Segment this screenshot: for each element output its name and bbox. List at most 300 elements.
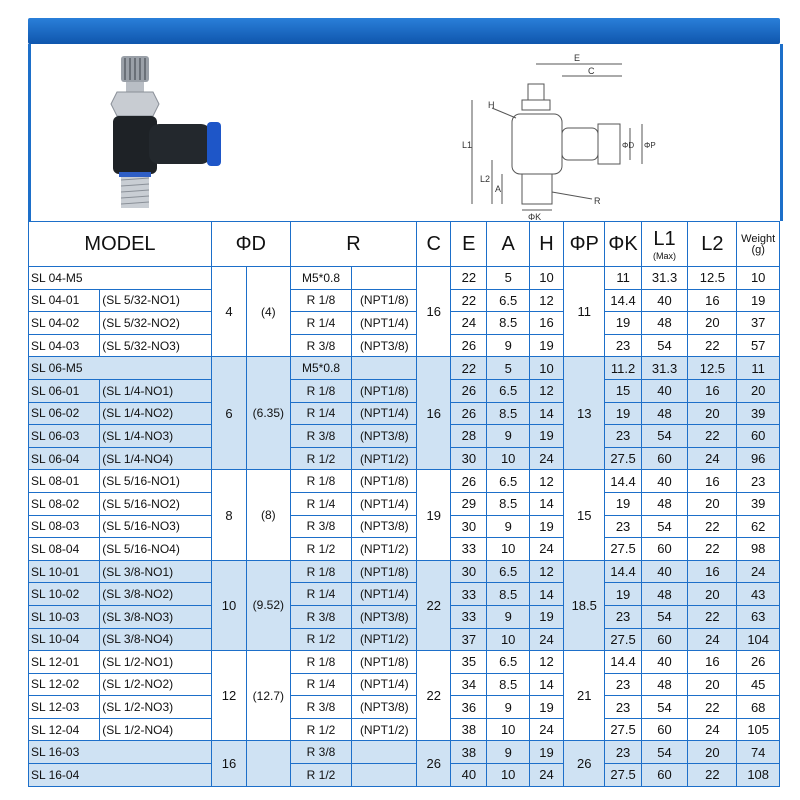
table-row [29, 379, 780, 402]
h-cell: 12 [529, 379, 563, 402]
dim-label-e: E [574, 53, 581, 63]
l2-cell: 20 [688, 673, 737, 696]
table-row [29, 402, 780, 425]
col-header-a: A [487, 222, 530, 267]
model-cell: SL 12-04 [29, 718, 100, 741]
h-cell: 19 [529, 425, 563, 448]
a-cell: 6.5 [487, 560, 530, 583]
col-header-l1-label: L1 [653, 227, 676, 250]
a-cell: 8.5 [487, 673, 530, 696]
k-cell: 23 [605, 334, 641, 357]
k-cell: 23 [605, 696, 641, 719]
e-cell: 26 [451, 470, 487, 493]
h-cell: 24 [529, 628, 563, 651]
a-cell: 6.5 [487, 379, 530, 402]
c-cell: 16 [417, 267, 451, 357]
e-cell: 30 [451, 560, 487, 583]
l2-cell: 16 [688, 289, 737, 312]
l1-cell: 54 [641, 696, 688, 719]
table-row [29, 470, 780, 493]
c-cell: 19 [417, 470, 451, 560]
k-cell: 27.5 [605, 447, 641, 470]
k-cell: 14.4 [605, 651, 641, 674]
d-inch-cell: (8) [247, 470, 291, 560]
l2-cell: 12.5 [688, 267, 737, 290]
npt-cell: (NPT1/8) [352, 560, 417, 583]
col-header-l1 [641, 222, 688, 267]
e-cell: 33 [451, 605, 487, 628]
e-cell: 33 [451, 538, 487, 561]
k-cell: 19 [605, 492, 641, 515]
d-cell: 8 [211, 470, 246, 560]
k-cell: 14.4 [605, 470, 641, 493]
alt-model-cell: (SL 1/4-NO3) [100, 425, 212, 448]
alt-model-cell: (SL 1/2-NO2) [100, 673, 212, 696]
model-cell: SL 10-04 [29, 628, 100, 651]
h-cell: 19 [529, 741, 563, 764]
l1-cell: 48 [641, 583, 688, 606]
l2-cell: 20 [688, 741, 737, 764]
model-cell: SL 16-04 [29, 764, 212, 787]
col-header-weight-label: Weight [741, 233, 776, 245]
l2-cell: 22 [688, 696, 737, 719]
e-cell: 38 [451, 718, 487, 741]
alt-model-cell: (SL 1/4-NO1) [100, 379, 212, 402]
weight-cell: 10 [737, 267, 780, 290]
e-cell: 22 [451, 357, 487, 380]
weight-cell: 26 [737, 651, 780, 674]
e-cell: 33 [451, 583, 487, 606]
npt-cell: (NPT1/8) [352, 289, 417, 312]
r-cell: R 3/8 [290, 425, 352, 448]
table-row [29, 764, 780, 787]
alt-model-cell: (SL 1/2-NO3) [100, 696, 212, 719]
l2-cell: 22 [688, 334, 737, 357]
model-cell: SL 04-01 [29, 289, 100, 312]
col-header-l2: L2 [688, 222, 737, 267]
a-cell: 10 [487, 718, 530, 741]
model-cell: SL 04-02 [29, 312, 100, 335]
col-header-e: E [451, 222, 487, 267]
model-cell: SL 04-M5 [29, 267, 212, 290]
e-cell: 30 [451, 447, 487, 470]
r-cell: R 3/8 [290, 334, 352, 357]
weight-cell: 63 [737, 605, 780, 628]
alt-model-cell: (SL 1/2-NO4) [100, 718, 212, 741]
weight-cell: 45 [737, 673, 780, 696]
npt-cell: (NPT1/4) [352, 673, 417, 696]
r-cell: R 1/2 [290, 538, 352, 561]
alt-model-cell: (SL 5/16-NO2) [100, 492, 212, 515]
h-cell: 12 [529, 560, 563, 583]
dim-label-p: ΦP [644, 141, 656, 150]
k-cell: 27.5 [605, 628, 641, 651]
e-cell: 37 [451, 628, 487, 651]
weight-cell: 57 [737, 334, 780, 357]
weight-cell: 43 [737, 583, 780, 606]
l2-cell: 22 [688, 538, 737, 561]
l1-cell: 40 [641, 289, 688, 312]
model-cell: SL 04-03 [29, 334, 100, 357]
l2-cell: 22 [688, 515, 737, 538]
l1-cell: 54 [641, 605, 688, 628]
alt-model-cell: (SL 1/2-NO1) [100, 651, 212, 674]
model-cell: SL 08-02 [29, 492, 100, 515]
r-cell: R 1/4 [290, 492, 352, 515]
a-cell: 8.5 [487, 492, 530, 515]
h-cell: 12 [529, 651, 563, 674]
npt-cell: (NPT1/2) [352, 718, 417, 741]
l2-cell: 16 [688, 651, 737, 674]
table-row [29, 357, 780, 380]
r-cell: R 1/4 [290, 583, 352, 606]
e-cell: 26 [451, 379, 487, 402]
dim-label-c: C [588, 66, 595, 76]
table-row [29, 447, 780, 470]
e-cell: 35 [451, 651, 487, 674]
weight-cell: 24 [737, 560, 780, 583]
weight-cell: 39 [737, 492, 780, 515]
d-inch-cell: (9.52) [247, 560, 291, 650]
a-cell: 5 [487, 357, 530, 380]
flow-control-valve-photo [31, 44, 355, 221]
l2-cell: 20 [688, 492, 737, 515]
product-photo-panel [28, 44, 357, 221]
dim-label-l1: L1 [462, 140, 473, 150]
l1-cell: 31.3 [641, 267, 688, 290]
dim-label-k: ΦK [528, 212, 542, 221]
l2-cell: 22 [688, 605, 737, 628]
weight-cell: 37 [737, 312, 780, 335]
e-cell: 34 [451, 673, 487, 696]
e-cell: 30 [451, 515, 487, 538]
r-cell: R 1/2 [290, 718, 352, 741]
l2-cell: 12.5 [688, 357, 737, 380]
l2-cell: 20 [688, 583, 737, 606]
h-cell: 24 [529, 764, 563, 787]
l2-cell: 20 [688, 402, 737, 425]
h-cell: 14 [529, 402, 563, 425]
k-cell: 23 [605, 425, 641, 448]
l2-cell: 20 [688, 312, 737, 335]
c-cell: 16 [417, 357, 451, 470]
npt-cell: (NPT3/8) [352, 605, 417, 628]
k-cell: 19 [605, 402, 641, 425]
model-cell: SL 16-03 [29, 741, 212, 764]
table-row [29, 492, 780, 515]
e-cell: 29 [451, 492, 487, 515]
l1-cell: 40 [641, 560, 688, 583]
a-cell: 10 [487, 538, 530, 561]
model-cell: SL 06-02 [29, 402, 100, 425]
a-cell: 9 [487, 334, 530, 357]
table-row [29, 651, 780, 674]
k-cell: 14.4 [605, 560, 641, 583]
l1-cell: 40 [641, 470, 688, 493]
l2-cell: 16 [688, 470, 737, 493]
k-cell: 23 [605, 741, 641, 764]
l2-cell: 22 [688, 425, 737, 448]
l2-cell: 16 [688, 560, 737, 583]
weight-cell: 108 [737, 764, 780, 787]
table-row [29, 718, 780, 741]
alt-model-cell: (SL 1/4-NO2) [100, 402, 212, 425]
h-cell: 19 [529, 696, 563, 719]
model-cell: SL 08-03 [29, 515, 100, 538]
l2-cell: 24 [688, 718, 737, 741]
model-cell: SL 10-03 [29, 605, 100, 628]
table-row [29, 515, 780, 538]
k-cell: 15 [605, 379, 641, 402]
weight-cell: 104 [737, 628, 780, 651]
dimension-drawing-panel [352, 44, 783, 221]
npt-cell: (NPT1/4) [352, 402, 417, 425]
r-cell: M5*0.8 [290, 357, 352, 380]
l2-cell: 16 [688, 379, 737, 402]
r-cell: R 1/8 [290, 470, 352, 493]
col-header-r: R [290, 222, 417, 267]
k-cell: 11 [605, 267, 641, 290]
table-row [29, 673, 780, 696]
l1-cell: 54 [641, 515, 688, 538]
weight-cell: 20 [737, 379, 780, 402]
a-cell: 10 [487, 628, 530, 651]
col-header-model: MODEL [29, 222, 212, 267]
weight-cell: 96 [737, 447, 780, 470]
l1-cell: 40 [641, 651, 688, 674]
a-cell: 6.5 [487, 651, 530, 674]
npt-cell: (NPT1/8) [352, 651, 417, 674]
alt-model-cell: (SL 1/4-NO4) [100, 447, 212, 470]
table-row [29, 628, 780, 651]
table-row [29, 605, 780, 628]
col-header-p: ΦP [564, 222, 605, 267]
table-row [29, 560, 780, 583]
a-cell: 8.5 [487, 312, 530, 335]
col-header-k: ΦK [605, 222, 641, 267]
alt-model-cell: (SL 3/8-NO4) [100, 628, 212, 651]
d-cell: 4 [211, 267, 246, 357]
r-cell: R 1/4 [290, 402, 352, 425]
npt-cell: (NPT1/2) [352, 628, 417, 651]
l1-cell: 48 [641, 312, 688, 335]
h-cell: 16 [529, 312, 563, 335]
model-cell: SL 12-01 [29, 651, 100, 674]
dim-label-l2: L2 [480, 174, 491, 184]
alt-model-cell: (SL 3/8-NO1) [100, 560, 212, 583]
e-cell: 22 [451, 289, 487, 312]
r-cell: R 3/8 [290, 605, 352, 628]
dim-label-d: ΦD [622, 141, 635, 150]
l1-cell: 60 [641, 628, 688, 651]
l2-cell: 24 [688, 447, 737, 470]
k-cell: 23 [605, 605, 641, 628]
r-cell: R 1/2 [290, 628, 352, 651]
model-cell: SL 06-01 [29, 379, 100, 402]
r-cell: R 3/8 [290, 741, 352, 764]
col-header-weight [737, 222, 780, 267]
table-row [29, 538, 780, 561]
l1-cell: 40 [641, 379, 688, 402]
alt-model-cell: (SL 5/16-NO3) [100, 515, 212, 538]
p-cell: 26 [564, 741, 605, 786]
dim-label-h: H [488, 100, 495, 110]
table-row [29, 696, 780, 719]
weight-cell: 60 [737, 425, 780, 448]
k-cell: 27.5 [605, 718, 641, 741]
h-cell: 14 [529, 583, 563, 606]
col-header-d: ΦD [211, 222, 290, 267]
model-cell: SL 12-02 [29, 673, 100, 696]
npt-cell [352, 741, 417, 764]
npt-cell: (NPT1/8) [352, 470, 417, 493]
model-cell: SL 08-01 [29, 470, 100, 493]
table-row [29, 289, 780, 312]
npt-cell: (NPT3/8) [352, 515, 417, 538]
e-cell: 38 [451, 741, 487, 764]
npt-cell: (NPT1/4) [352, 492, 417, 515]
r-cell: R 3/8 [290, 696, 352, 719]
d-inch-cell: (4) [247, 267, 291, 357]
npt-cell [352, 267, 417, 290]
l1-cell: 54 [641, 425, 688, 448]
l2-cell: 22 [688, 764, 737, 787]
p-cell: 11 [564, 267, 605, 357]
npt-cell [352, 764, 417, 787]
h-cell: 12 [529, 289, 563, 312]
d-cell: 10 [211, 560, 246, 650]
k-cell: 14.4 [605, 289, 641, 312]
table-row [29, 334, 780, 357]
e-cell: 40 [451, 764, 487, 787]
p-cell: 13 [564, 357, 605, 470]
col-header-weight-sub: (g) [751, 244, 765, 256]
k-cell: 27.5 [605, 764, 641, 787]
weight-cell: 74 [737, 741, 780, 764]
npt-cell: (NPT1/4) [352, 583, 417, 606]
c-cell: 22 [417, 560, 451, 650]
weight-cell: 11 [737, 357, 780, 380]
model-cell: SL 08-04 [29, 538, 100, 561]
h-cell: 14 [529, 673, 563, 696]
a-cell: 8.5 [487, 583, 530, 606]
a-cell: 9 [487, 515, 530, 538]
weight-cell: 62 [737, 515, 780, 538]
h-cell: 19 [529, 334, 563, 357]
l1-cell: 60 [641, 447, 688, 470]
l1-cell: 31.3 [641, 357, 688, 380]
table-row [29, 741, 780, 764]
e-cell: 26 [451, 402, 487, 425]
r-cell: R 1/2 [290, 764, 352, 787]
d-cell: 6 [211, 357, 246, 470]
h-cell: 14 [529, 492, 563, 515]
h-cell: 24 [529, 718, 563, 741]
r-cell: R 1/2 [290, 447, 352, 470]
model-cell: SL 10-01 [29, 560, 100, 583]
alt-model-cell: (SL 3/8-NO2) [100, 583, 212, 606]
a-cell: 9 [487, 741, 530, 764]
h-cell: 24 [529, 538, 563, 561]
alt-model-cell: (SL 5/32-NO2) [100, 312, 212, 335]
d-cell: 12 [211, 651, 246, 741]
l1-cell: 54 [641, 741, 688, 764]
a-cell: 6.5 [487, 470, 530, 493]
dimension-diagram [352, 44, 780, 221]
model-cell: SL 06-03 [29, 425, 100, 448]
npt-cell: (NPT1/2) [352, 538, 417, 561]
a-cell: 8.5 [487, 402, 530, 425]
a-cell: 5 [487, 267, 530, 290]
k-cell: 11.2 [605, 357, 641, 380]
d-cell: 16 [211, 741, 246, 786]
k-cell: 19 [605, 583, 641, 606]
table-row [29, 267, 780, 290]
r-cell: R 1/8 [290, 651, 352, 674]
e-cell: 36 [451, 696, 487, 719]
dim-label-a: A [495, 184, 502, 194]
k-cell: 27.5 [605, 538, 641, 561]
h-cell: 10 [529, 267, 563, 290]
k-cell: 23 [605, 673, 641, 696]
l1-cell: 48 [641, 673, 688, 696]
r-cell: R 1/8 [290, 379, 352, 402]
d-inch-cell: (6.35) [247, 357, 291, 470]
p-cell: 18.5 [564, 560, 605, 650]
l1-cell: 48 [641, 402, 688, 425]
a-cell: 9 [487, 696, 530, 719]
spec-table [28, 221, 780, 787]
e-cell: 28 [451, 425, 487, 448]
l1-cell: 54 [641, 334, 688, 357]
alt-model-cell: (SL 5/16-NO1) [100, 470, 212, 493]
l1-cell: 60 [641, 764, 688, 787]
r-cell: M5*0.8 [290, 267, 352, 290]
h-cell: 24 [529, 447, 563, 470]
table-row [29, 312, 780, 335]
h-cell: 19 [529, 605, 563, 628]
col-header-l1-sub: (Max) [653, 250, 677, 261]
k-cell: 19 [605, 312, 641, 335]
weight-cell: 98 [737, 538, 780, 561]
model-cell: SL 10-02 [29, 583, 100, 606]
npt-cell: (NPT1/8) [352, 379, 417, 402]
alt-model-cell: (SL 5/32-NO1) [100, 289, 212, 312]
r-cell: R 1/4 [290, 312, 352, 335]
npt-cell: (NPT3/8) [352, 334, 417, 357]
weight-cell: 39 [737, 402, 780, 425]
a-cell: 9 [487, 425, 530, 448]
c-cell: 26 [417, 741, 451, 786]
alt-model-cell: (SL 5/16-NO4) [100, 538, 212, 561]
table-row [29, 425, 780, 448]
npt-cell: (NPT1/2) [352, 447, 417, 470]
dim-label-r: R [594, 196, 601, 206]
r-cell: R 1/8 [290, 289, 352, 312]
alt-model-cell: (SL 3/8-NO3) [100, 605, 212, 628]
r-cell: R 3/8 [290, 515, 352, 538]
h-cell: 10 [529, 357, 563, 380]
model-cell: SL 12-03 [29, 696, 100, 719]
npt-cell [352, 357, 417, 380]
npt-cell: (NPT3/8) [352, 425, 417, 448]
weight-cell: 19 [737, 289, 780, 312]
e-cell: 26 [451, 334, 487, 357]
h-cell: 12 [529, 470, 563, 493]
alt-model-cell: (SL 5/32-NO3) [100, 334, 212, 357]
p-cell: 15 [564, 470, 605, 560]
a-cell: 10 [487, 764, 530, 787]
